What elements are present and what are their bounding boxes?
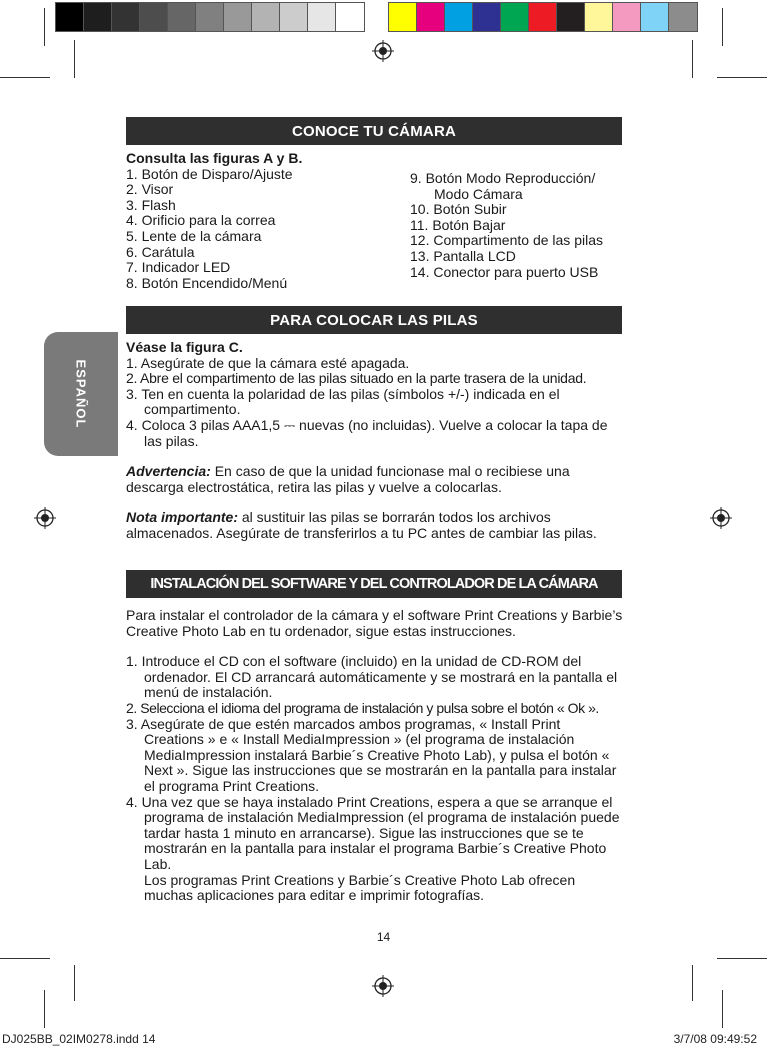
list-item: 14. Conector para puerto USB [410, 263, 599, 280]
color-swatch [417, 3, 445, 31]
color-swatch [196, 3, 224, 31]
color-swatch [501, 3, 529, 31]
color-swatch [308, 3, 336, 31]
color-swatch [613, 3, 641, 31]
color-swatch [669, 3, 697, 31]
warning-text: En caso de que la unidad funcionase mal o recibiese una descarga electrostática, retira las pilas y vuelve a colocarlas. [126, 463, 570, 495]
list-item: 9. Botón Modo Reproducción/ [410, 170, 596, 186]
list-item: 1. Botón de Disparo/Ajuste [126, 165, 293, 182]
section-header-software-install [126, 570, 622, 598]
crop-mark [0, 958, 50, 959]
color-swatch [140, 3, 168, 31]
list-item: 7. Indicador LED [126, 259, 231, 276]
color-swatch [389, 3, 417, 31]
color-calibration-bar [388, 2, 698, 32]
intro-paragraph: Para instalar el controlador de la cámara y el software Print Creations y Barbie’s Creative Photo Lab en tu ordenador, sigue estas instrucciones. [126, 607, 623, 639]
list-item: 12. Compartimento de las pilas [410, 232, 603, 249]
camera-parts-list-right [410, 171, 630, 280]
list-item: 5. Lente de la cámara [126, 227, 262, 244]
crop-mark [44, 990, 45, 1028]
grayscale-calibration-bar [55, 2, 365, 32]
list-item: 6. Carátula [126, 243, 195, 260]
figure-reference: Consulta las figuras A y B. [126, 150, 303, 166]
list-item: 10. Botón Subir [410, 201, 507, 218]
list-item: 4. Coloca 3 pilas AAA1,5 ⎓ nuevas (no incluidas). Vuelve a colocar la tapa de las pilas. [126, 416, 608, 449]
color-swatch [252, 3, 280, 31]
language-tab [44, 332, 118, 456]
color-swatch [473, 3, 501, 31]
color-swatch [641, 3, 669, 31]
crop-mark [722, 8, 723, 46]
list-item: 1. Introduce el CD con el software (incluido) en la unidad de CD-ROM del ordenador. El CD arrancará automáticamente y se mostrará en la pantalla el menú de instalación. [126, 653, 618, 701]
color-swatch [112, 3, 140, 31]
closing-paragraph: Los programas Print Creations y Barbie´s Creative Photo Lab ofrecen muchas aplicaciones para editar e imprimir fotografías. [144, 871, 576, 904]
list-item: 2. Abre el compartimento de las pilas situado en la parte trasera de la unidad. [126, 370, 587, 387]
registration-mark-icon [34, 507, 56, 529]
crop-mark [692, 965, 693, 1001]
warning-paragraph [126, 464, 622, 495]
list-item: 1. Asegúrate de que la cámara esté apagada. [126, 354, 410, 371]
crop-mark [717, 958, 767, 959]
section-header-know-your-camera [126, 117, 622, 145]
list-item: 3. Flash [126, 196, 176, 213]
list-item: 2. Selecciona el idioma del programa de instalación y pulsa sobre el botón « Ok ». [126, 699, 599, 716]
section-header-batteries [126, 306, 622, 334]
print-slug-filename: DJ025BB_02IM0278.indd 14 [2, 1032, 156, 1046]
color-swatch [585, 3, 613, 31]
color-swatch [336, 3, 364, 31]
list-item-continuation: Modo Cámara [434, 185, 523, 202]
color-swatch [557, 3, 585, 31]
registration-mark-icon [710, 507, 732, 529]
warning-label: Advertencia: [126, 463, 211, 480]
color-swatch [168, 3, 196, 31]
crop-mark [74, 965, 75, 1001]
note-paragraph [126, 510, 622, 541]
software-install-instructions [126, 608, 624, 904]
list-item: 8. Botón Encendido/Menú [126, 274, 288, 291]
registration-mark-icon [372, 40, 394, 62]
color-swatch [56, 3, 84, 31]
color-swatch [224, 3, 252, 31]
note-text: al sustituir las pilas se borrarán todos los archivos almacenados. Asegúrate de transferirlos a tu PC antes de cambiar las pilas. [126, 509, 597, 541]
crop-mark [44, 8, 45, 46]
list-item: 3. Asegúrate de que estén marcados ambos programas, « Install Print Creations » e « Install MediaImpression » (el programa de instalación MediaImpression instalará Barbie´s Creative Photo Lab), y pulsa el botón « Next ». Sigue las instrucciones que se mostrarán en la pantalla para instalar el programa Print Creations. [126, 715, 617, 794]
list-item: 4. Orificio para la correa [126, 212, 276, 229]
language-tab-label: ESPAÑOL [73, 359, 89, 429]
crop-mark [74, 40, 75, 78]
page-number: 14 [376, 930, 391, 944]
color-swatch [445, 3, 473, 31]
list-item: 3. Ten en cuenta la polaridad de las pilas (símbolos +/-) indicada en el compartimento. [126, 385, 560, 418]
color-swatch [529, 3, 557, 31]
crop-mark [717, 77, 767, 78]
list-item: 2. Visor [126, 181, 174, 198]
color-swatch [84, 3, 112, 31]
section-header-text: INSTALACIÓN DEL SOFTWARE Y DEL CONTROLADOR DE LA CÁMARA [150, 576, 598, 592]
list-item: 11. Botón Bajar [410, 216, 506, 233]
note-label: Nota importante: [126, 509, 238, 526]
crop-mark [0, 77, 50, 78]
list-item: 13. Pantalla LCD [410, 247, 516, 264]
figure-reference: Véase la figura C. [126, 339, 243, 355]
section-header-text: PARA COLOCAR LAS PILAS [270, 311, 478, 329]
camera-parts-list-left [126, 151, 406, 291]
section-header-text: CONOCE TU CÁMARA [291, 122, 457, 140]
battery-instructions [126, 340, 622, 542]
crop-mark [722, 990, 723, 1028]
registration-mark-icon [372, 975, 394, 997]
list-item: 4. Una vez que se haya instalado Print Creations, espera a que se arranque el programa de instalación MediaImpression (el programa de instalación puede tardar hasta 1 minuto en arrancarse). Sigue las instrucciones que se te mostrarán en la pantalla para instalar el programa Barbie´s Creative Photo Lab. [126, 793, 620, 872]
crop-mark [692, 40, 693, 78]
color-swatch [280, 3, 308, 31]
print-slug-timestamp: 3/7/08 09:49:52 [673, 1032, 757, 1046]
